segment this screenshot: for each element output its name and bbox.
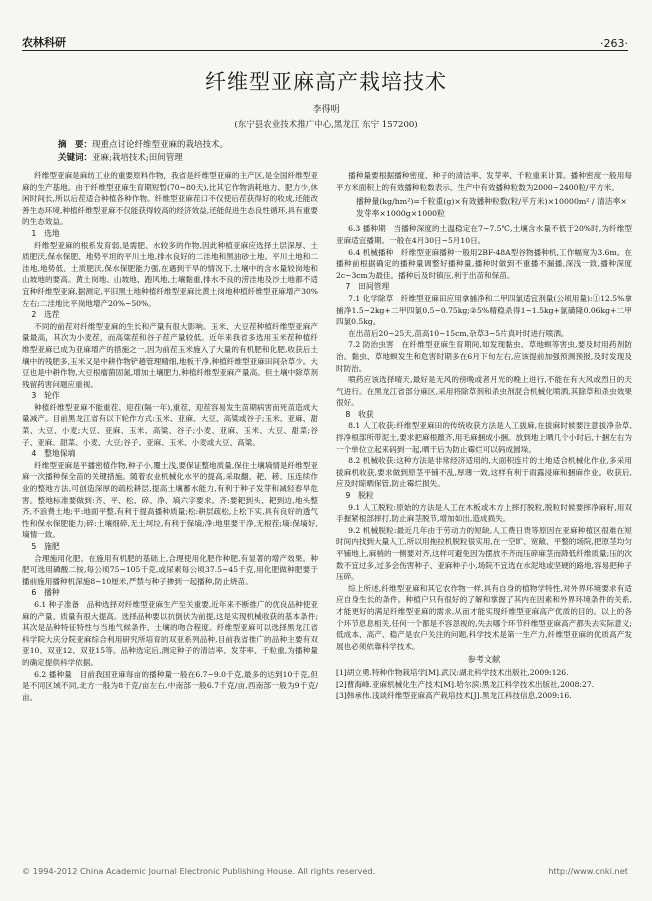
seeding-formula: 播种量(kg/hm²)=千粒重(g)×有效播种粒数(粒/平方米)×10000m² / 清洁率×发芽率×1000g×1000粒 [356, 197, 627, 218]
left-column [22, 170, 318, 703]
running-header [22, 30, 628, 51]
section-heading: 3 轮作 [31, 391, 60, 401]
reference-item: [2]曹海峰.亚麻机械化生产技术[M].哈尔滨:黑龙江科学技术出版社,2008:27. [336, 679, 595, 689]
section-heading: 8 收获 [345, 409, 374, 419]
copyright-notice: © 1994-2012 China Academic Journal Electronic Publishing House. All rights reserved. [22, 866, 376, 876]
reference-item: [1]胡立勇.特种作物栽培学[M].武汉:湖北科学技术出版社,2009:126. [336, 667, 569, 677]
page-number: ·263· [600, 37, 628, 50]
section-heading: 6 播种 [31, 588, 60, 598]
reference-item: [3]韩承伟.浅谈纤维型亚麻高产栽培技术[J].黑龙江科技信息,2009:16. [336, 691, 572, 701]
body-paragraph: 纤维型亚麻的根系发育弱,是需肥、水较多的作物,因此种植亚麻应选择土层深厚、土质肥沃,保水保肥、地势平坦的平川土地,排水良好的二洼地和黑油砂土地。平川土地和二洼地,地势低、土质肥沃,保水保肥能力强,在遇到干旱的情况下,土壤中的含水量较岗地和山坡地的要高。黄土岗地、山坡地、跑风地,土壤黏重,排水不良的涝洼地及沙土地都不适宜种纤维型亚麻,据测定,平旧黑土地种植纤维型亚麻比黄土岗地种植纤维型亚麻增产30%左右;二洼地比平岗地增产20%~50%。 [22, 240, 318, 308]
body-paragraph: 种植纤维型亚麻不能重茬、迎茬(隔一年),重茬、迎茬容易发生苗期病害而死苗造成大量减产。目前黑龙江省有以下轮作方式:玉米、亚麻、大豆、高粱或谷子;玉米、亚麻、甜菜、大豆、小麦;大豆、亚麻、玉米、高粱、谷子;小麦、亚麻、玉米、大豆、甜菜;谷子、亚麻、甜菜、小麦、大豆;谷子、亚麻、玉米、小麦或大豆、高粱。 [22, 402, 318, 447]
section-heading: 5 施肥 [31, 542, 60, 551]
body-paragraph: 9.2 机械脱粒:最近几年由于劳动力的短缺,人工费日贵等原因在亚麻种植区很难在短时间内找到大量人工,所以用拖拉机脱粒很实用,在一空旷、宽敞、平整的场院,把原茎均匀平铺地上,麻梢的一侧要对齐,这样可避免因为摆放不齐而压碎麻茎而降低纤维质量;压的次数不宜过多,过多会伤害种子、亚麻种子小,场院不宜选在水泥地或坚硬的路地,容易把种子压碎。 [336, 525, 632, 582]
body-paragraph: 综上所述,纤维型亚麻和其它农作物一样,具有自身的植物学特性,对外界环境要求有适应自身生长的条件。种植户只有很好的了解和掌握了其内在因素和外界环境条件的关系,才能更好的满足纤维型亚麻的需求,从而才能实现纤维型亚麻高产优质的目的。以上的各个环节息息相关,任何一个都是不容忽视的,失去哪个环节纤维型亚麻高产都失去实际意义;低成本、高产、稳产是农户关注的问题,科学技术是第一生产力,纤维型亚麻的优质高产发展也必须依靠科学技术。 [336, 583, 632, 651]
source-url: http://www.cnki.net [548, 866, 628, 876]
abstract-line [58, 139, 578, 152]
abstract-text: 现重点讨论纤维型亚麻的栽培技术。 [92, 140, 229, 150]
article-author: 李得明 [312, 105, 340, 115]
section-heading: 7 田间管理 [345, 282, 390, 292]
keywords-text: 亚麻;栽培技术;田间管理 [92, 153, 183, 163]
section-heading: 9 脱粒 [345, 491, 374, 501]
body-paragraph: 合理施用化肥。在施用有机肥的基础上,合理使用化肥作种肥,有显著的增产效果。种肥可选用磷酸二铵,每公顷75~105千克,或尿素每公顷37.5~45千克,用化肥做种肥要于播前施用播种机深施8~10厘米,严禁与种子掺到一起播种,防止烧苗。 [22, 553, 318, 586]
body-paragraph: 纤维型亚麻是麻纺工业的重要原料作物，我省是纤维型亚麻的主产区,是全国纤维型亚麻的生产基地。由于纤维型亚麻生育期短暂(70~80天),比其它作物消耗地力、肥力少,休闲时间长,所以后茬适合种植各种作物。纤维型亚麻茬口不仅使后茬获得好的收成,还能改善生态环境,种植纤维型亚麻不仅能获得较高的经济效益,还能促进生态良性循环,具有重要的生态效益。 [22, 171, 318, 227]
body-paragraph: 喷药应该选择晴天,最好是无风的傍晚或者月光的晚上进行,不能在有大风或烈日的天气进行。在黑龙江省部分麻区,采用将除草剂和杀虫剂混合机械化喷洒,其除草和杀虫效果很好。 [336, 375, 632, 408]
body-paragraph: 不同的前茬对纤维型亚麻的生长和产量有很大影响。玉米、大豆茬种植纤维型亚麻产量最高，其次为小麦茬，而高粱茬和谷子茬产量较低。近年来我省多选用玉米茬种植纤维型亚麻已成为亚麻增产的措施之一,因为前茬玉米施入了大量的有机肥和化肥,收获后土壤中的残肥多,玉米又是中耕作物铲趟管理精细,地板干净,种植纤维型亚麻田间杂草少。大豆也是中耕作物,大豆根瘤菌固氮,增加土壤肥力,种植纤维型亚麻产量高。但土壤中除草剂残留药害问题应重视。 [22, 321, 318, 389]
section-heading: 4 整地保墒 [31, 449, 76, 459]
body-paragraph: 6.3 播种期 当播种深度的土温稳定在7~7.5℃,土壤含水量不低于20%时,为纤维型亚麻适宜播期。一般在4月30日~5月10日。 [336, 224, 632, 245]
body-paragraph: 7.2 防治虫害 在纤维型亚麻生育期间,如发现黏虫、草地螟等害虫,要及时用药剂防治。黏虫、草地螟发生和危害时期多在6月下旬左右,应该提前加强预测预报,及时发现及时防治。 [336, 340, 632, 373]
body-paragraph: 6.2 播种量 目前我国亚麻每亩的播种量一般在6.7~9.0千克,最多的达到10千克,但是不同区域不同,北方一般为8千克/亩左右,中南部一般6.7千克/亩,西南部一般为9千克/亩。 [22, 669, 318, 702]
body-paragraph: 7.1 化学除草 纤维型亚麻田应用拿捕净和二甲四氯适宜剂量(公顷用量):①12.5%拿捕净1.5~2kg+二甲四氯0.5~0.75kg;②5%精稳杀得1~1.5kg+氯磺隆0.06kg+二甲四氯0.5kg。 [336, 293, 632, 327]
keywords-label: 关键词： [58, 153, 93, 163]
keywords-line [58, 152, 578, 165]
abstract-block [58, 139, 578, 165]
section-heading: 2 选茬 [31, 310, 60, 320]
author-affiliation: (东宁县农业技术推广中心,黑龙江 东宁 157200) [234, 120, 418, 130]
body-paragraph: 8.2 机械收获:这种方法是非常经济适用的,大面积连片的土地适合机械化作业,多采用拔麻机收获,要求做到原茎平铺不乱,厚薄一致,这样有利于雨露浸麻和捆麻作业。收获后,应及时晾晒保管,防止霉烂损失。 [336, 456, 632, 489]
body-paragraph: 6.1 种子准备 品种选择对纤维型亚麻生产至关重要,近年来不断推广的优良品种使亚麻的产量、质量有很大提高。选择品种要以抗倒伏为前提,这是实现机械收获的基本条件;其次是品种特征特性与当地气候条件、土壤的吻合程度。纤维型亚麻可以选择黑龙江省科学院大庆分院亚麻综合利用研究所培育的双亚系列品种,目前我省推广的品种主要有双亚10、双亚12、双亚15等。品种选定后,测定种子的清洁率、发芽率、千粒重,为播种量的确定提供科学依据。 [22, 599, 318, 667]
body-paragraph: 8.1 人工收获:纤维型亚麻田的传统收获方法是人工拔麻,在拔麻时候要注意拔净杂草,拌净根部所带泥土,要求把麻根蹾齐,用毛麻捆成小捆。放到地上晒几个小时后,十捆左右为一个单位立起来码到一起,晒干后为防止霉烂可以码成圆垛。 [336, 421, 632, 454]
body-paragraph: 播种量要根据播种密度、种子的清洁率、发芽率、千粒重来计算。播种密度一般用每平方米面积上的有效播种粒数表示。生产中有效播种粒数为2000~2400粒/平方米。 [336, 171, 632, 192]
references-heading: 参考文献 [467, 654, 501, 665]
journal-name: 农林科研 [22, 36, 66, 49]
abstract-label: 摘 要： [58, 140, 93, 150]
article-title: 纤维型亚麻高产栽培技术 [205, 70, 447, 94]
body-paragraph: 在出苗后20~25天,苗高10~15cm,杂草3~5片真叶时进行喷洒。 [348, 328, 569, 338]
right-column [336, 170, 632, 702]
page-footer [22, 866, 628, 876]
section-heading: 1 选地 [31, 228, 60, 238]
body-paragraph: 9.1 人工脱粒:原始的方法是人工在木板或木方上摔打脱粒,脱粒时候要摔净麻籽,用双手握紧根部摔打,防止麻茎脱节,增加如出,造成损失。 [336, 502, 632, 524]
body-paragraph: 6.4 机械播种 纤维型亚麻播种一般用2BF-48A型谷物播种机,工作幅宽为3.6m。在播种前根据确定的播种量调整好播种量,播种时做到不重播不漏播,深浅一致,播种深度2c~3cm为最佳。播种后及时镇压,利于出苗和保苗。 [336, 247, 632, 280]
body-paragraph: 纤维型亚麻是平播密植作物,种子小,覆土浅,要保证整地质量,保住土壤墒情是纤维型亚麻一次播种保全苗的关键措施。随着农业机械化水平的提高,采取翻、耙、耢、压连续作业的整地方法,可创造深厚的疏松耕层,提高土壤蓄水能力,有利于种子发芽和减轻春旱危害。整地标准要做到:齐、平、松、碎、净、墒六字要求。齐:要耙到头、耙到边,地头整齐,不浪费土地;平:地面平整,有利于提高播种质量;松:耕层疏松,上松下实,具有良好的透气性和保水保肥能力;碎:土壤细碎,无土坷垃,有利于保墒;净:地里要干净,无根茬;墒:保墒好,墒情一致。 [22, 460, 318, 540]
